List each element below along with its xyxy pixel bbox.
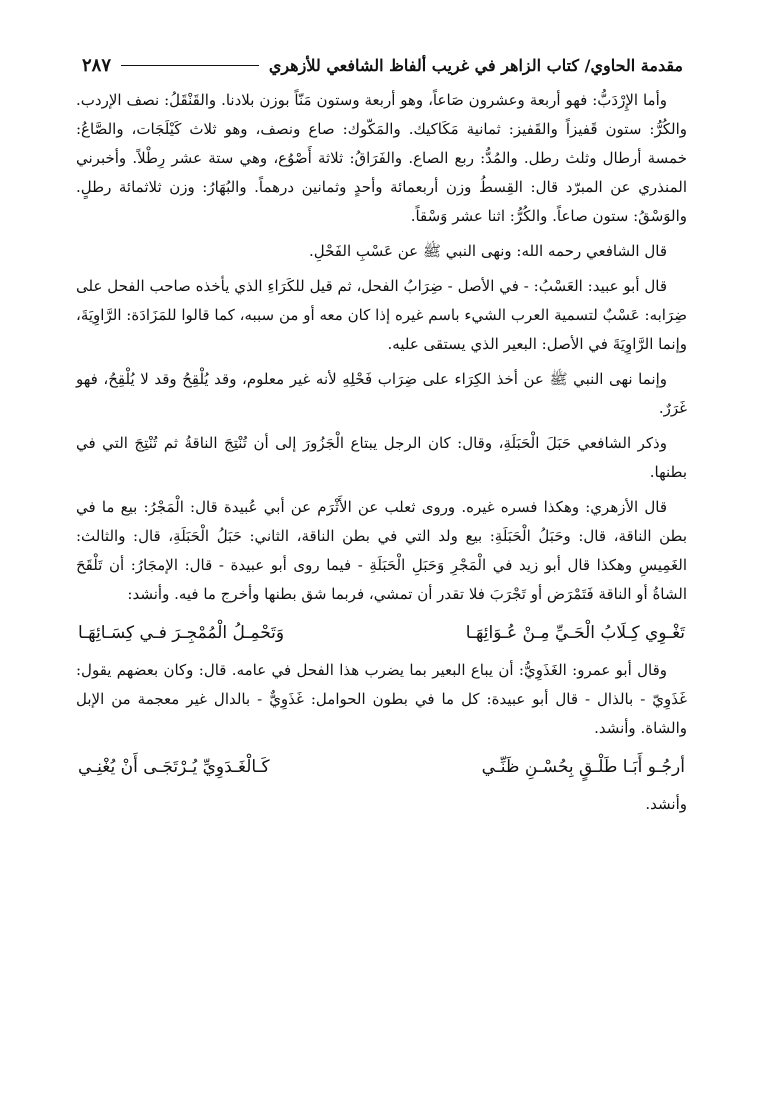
paragraph-measures: وأما الإِرْدَبُّ: فهو أربعة وعشرون صَاعاً، وهو أربعة وستون مَنّاً بوزن بلادنا. والقَنْقَلُ: نصف الإردب. والكُرُّ: ستون قَفيزاً والقَفيز: ثمانية مَكَاكيك. والمَكّوك: صاع ونصف، وهو ثلاث كَيْلَجَات، والصَّاعُ: خمسة أرطال وثلث رطل. والمُدُّ: ربع الصاع. والفَرَاقُ: ثلاثة أَصْوُع، وهي ستة عشر رِطْلاً. وأخبرني المنذري عن المبرّد قال: القِسطُ وزن أربعمائة وأحدٍ وثمانين درهماً. والبُهَارُ: وزن ثلاثمائة رطلٍ. والوَسْقُ: ستون صاعاً. والكُرُّ: اثنا عشر وَسْقاً.	[76, 91, 687, 225]
paragraph-shafii-quote: قال الشافعي رحمه الله: ونهى النبي ﷺ عن عَسْبِ الفَحْلِ.	[309, 242, 667, 260]
paragraph-habal-alhabala: وذكر الشافعي حَبَلَ الْحَبَلَةِ، وقال: كان الرجل يبتاع الْجَزُورَ إلى أن تُنْتِجَ الناقةُ ثم تُنْتِجَ التي في بطنها.	[76, 434, 687, 481]
paragraph-azhari: قال الأزهري: وهكذا فسره غيره. وروى ثعلب عن الأَثْرَم عن أبي عُبيدة قال: الْمَجْرُ: بيع ما في بطن الناقة، قال: وحَبَلُ الْحَبَلَةِ: بيع ولد التي في بطن الناقة، الثاني: حَبَلُ الْحَبَلَةِ، قال: والثالث: الغَمِيسِ وهكذا قال أبو زيد في الْمَجْرِ وَحَبَلِ الْحَبَلَةِ - فيما روى أبو عبيدة - قال: الإمجَارُ: أن تَلْقَحَ الشاةُ أو الناقة فَتَمْرَض أو تَجْرَبَ فلا تقدر أن تمشي، فربما شق بطنها وأخرج ما فيه. وأنشد:	[76, 498, 687, 603]
verse-2-first-hemistich: أرجُـو أَبَـا طَلْـقٍ بِحُسْـنِ ظَنِّـي	[481, 757, 685, 777]
header-rule	[121, 65, 259, 66]
header-title: مقدمة الحاوي/ كتاب الزاهر في غريب ألفاظ الشافعي للأزهري	[268, 55, 683, 75]
verse-1-second-hemistich: وَتَحْمِـلُ الْمُمْجِـرَ فـي كِسَـائِهَـا	[78, 623, 285, 643]
page-body	[76, 86, 687, 825]
paragraph-abu-ubayd: قال أبو عبيد: العَسْبُ: - في الأصل - ضِرَابُ الفحل، ثم قيل للكَرَاءِ الذي يأخذه صاحب الفحل على ضِرَابه: عَسْبٌ لتسمية العرب الشيء باسم غيره إذا كان معه أو من سببه، كما قالوا للمَزَادَة: الرَّاوِيَةَ، وإنما الرَّاوِيَةَ في الأصل: البعير الذي يستقى عليه.	[76, 277, 687, 353]
verse-2-second-hemistich: كَـالْغَـدَوِيِّ يُـرْتَجَـى أَنْ يُغْنِـي	[78, 757, 270, 777]
closing-line: وأنشد.	[645, 795, 687, 813]
paragraph-abu-amr: وقال أبو عمرو: الغَذَوِيُّ: أن يباع البعير بما يضرب هذا الفحل في عامه. قال: وكان بعضهم يقول: غَذَوِيّ - بالذال - قال أبو عبيدة: كل ما في بطون الحوامل: غَذَوِيٌّ - بالدال غير معجمة من الإبل والشاة. وأنشد.	[76, 661, 687, 737]
running-header	[82, 48, 683, 82]
paragraph-prohibition: وإنما نهى النبي ﷺ عن أخذ الكِرَاء على ضِرَاب فَحْلِهِ لأنه غير معلوم، وقد يُلْقِحُ وقد لا يُلْقِحُ، فهو غَرَرٌ.	[76, 370, 687, 417]
page-number: ٢٨٧	[82, 54, 112, 76]
verse-1-first-hemistich: تَغْـوِي كِـلَابُ الْحَـيِّ مِـنْ عُـوَائِهَـا	[465, 623, 685, 643]
verse-1	[76, 619, 687, 648]
verse-2	[76, 753, 687, 782]
